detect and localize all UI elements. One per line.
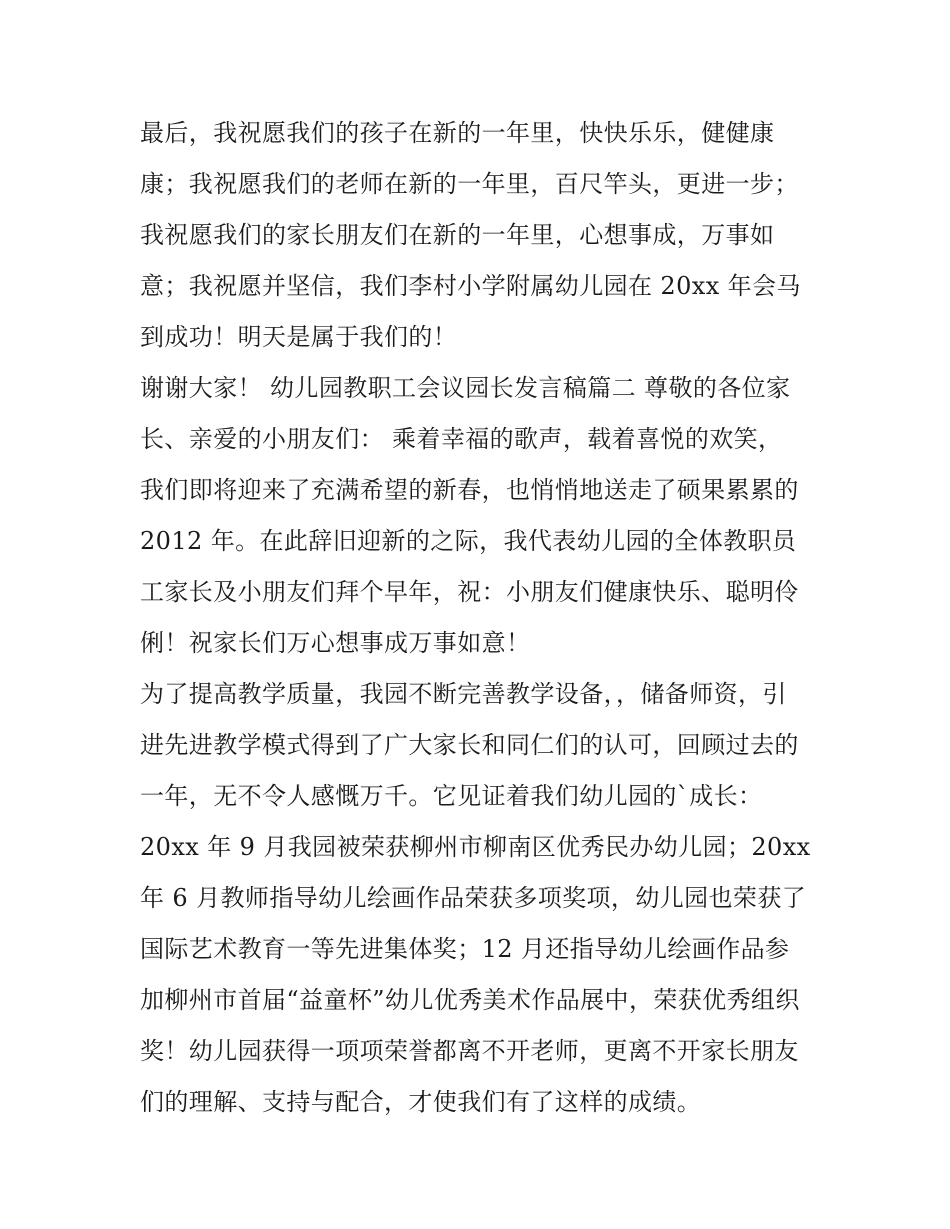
text-line: 谢谢大家！ 幼儿园教职工会议园长发言稿篇二 尊敬的各位家: [140, 374, 791, 402]
paragraph-closing-wishes: [140, 108, 815, 363]
text-line: 到成功！明天是属于我们的！: [140, 323, 458, 351]
text-line: 加柳州市首届“益童杯”幼儿优秀美术作品展中，荣获优秀组织: [140, 986, 800, 1014]
text-line: 2012 年。在此辞旧迎新的之际，我代表幼儿园的全体教职员: [140, 527, 797, 555]
text-line: 为了提高教学质量，我园不断完善教学设备，，储备师资，引: [140, 680, 787, 708]
text-line: 20xx 年 9 月我园被荣获柳州市柳南区优秀民办幼儿园；20xx: [140, 833, 811, 861]
text-line: 们的理解、支持与配合，才使我们有了这样的成绩。: [140, 1088, 702, 1116]
text-line: 进先进教学模式得到了广大家长和同仁们的认可，回顾过去的: [140, 731, 799, 759]
paragraph-achievements: [140, 669, 815, 1128]
text-line: 一年，无不令人感慨万千。它见证着我们幼儿园的`成长：: [140, 782, 763, 810]
text-line: 国际艺术教育一等先进集体奖；12 月还指导幼儿绘画作品参: [140, 935, 790, 963]
text-line: 奖！幼儿园获得一项项荣誉都离不开老师，更离不开家长朋友: [140, 1037, 799, 1065]
text-line: 长、亲爱的小朋友们： 乘着幸福的歌声，载着喜悦的欢笑，: [140, 425, 783, 453]
text-line: 我们即将迎来了充满希望的新春，也悄悄地送走了硕果累累的: [140, 476, 799, 504]
text-line: 我祝愿我们的家长朋友们在新的一年里，心想事成，万事如: [140, 221, 775, 249]
text-line: 最后，我祝愿我们的孩子在新的一年里，快快乐乐，健健康: [140, 119, 775, 147]
text-line: 意；我祝愿并坚信，我们李村小学附属幼儿园在 20xx 年会马: [140, 272, 801, 300]
text-line: 俐！祝家长们万心想事成万事如意！: [140, 629, 531, 657]
text-line: 年 6 月教师指导幼儿绘画作品荣获多项奖项，幼儿园也荣获了: [140, 884, 807, 912]
document-body: [140, 108, 815, 1128]
text-line: 工家长及小朋友们拜个早年，祝：小朋友们健康快乐、聪明伶: [140, 578, 799, 606]
text-line: 康；我祝愿我们的老师在新的一年里，百尺竿头，更进一步；: [140, 170, 799, 198]
paragraph-speech-two-opening: [140, 363, 815, 669]
